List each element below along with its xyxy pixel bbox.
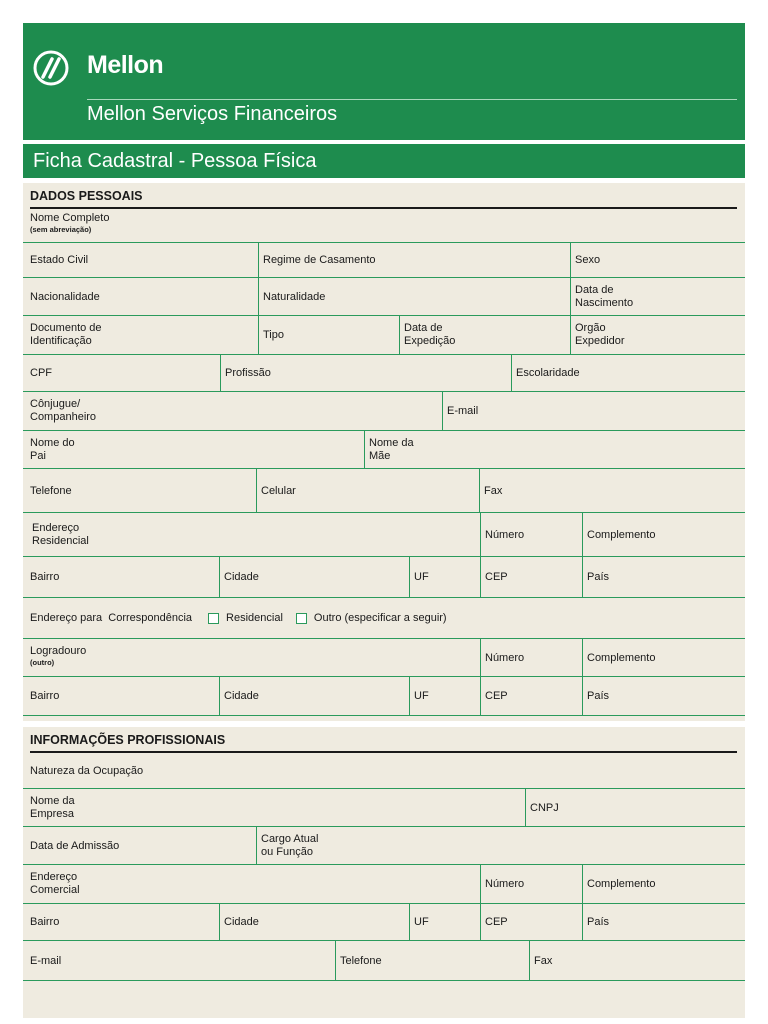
label-home-country: País [587, 571, 610, 583]
label-home-address: Endereço Residencial [32, 521, 89, 547]
field-work-country[interactable] [582, 904, 745, 940]
field-nationality[interactable] [23, 278, 258, 315]
header-divider [87, 99, 737, 100]
label-work-zip: CEP [485, 916, 508, 928]
label-birthplace: Naturalidade [263, 290, 326, 303]
row-phones [23, 469, 745, 513]
checkbox-residential[interactable] [208, 613, 219, 624]
label-father-name: Nome do Pai [30, 436, 75, 462]
field-home-state[interactable] [409, 557, 480, 597]
field-id-document[interactable] [23, 316, 258, 354]
header-banner [23, 23, 745, 140]
row-other-address [23, 639, 745, 677]
field-work-address[interactable] [23, 865, 480, 903]
label-profession: Profissão [225, 367, 271, 379]
checkbox-other[interactable] [296, 613, 307, 624]
field-father-name[interactable] [23, 431, 364, 468]
row-company [23, 789, 745, 827]
row-spouse [23, 392, 745, 431]
row-work-address [23, 865, 745, 904]
field-cpf[interactable] [23, 355, 220, 391]
label-work-country: País [587, 916, 610, 928]
label-issue-date: Data de Expedição [404, 322, 456, 347]
label-cpf: CPF [30, 367, 52, 379]
field-admission-date[interactable] [23, 827, 256, 864]
field-home-zip[interactable] [480, 557, 582, 597]
row-mailing-address [23, 598, 745, 639]
label-other-number: Número [485, 651, 525, 664]
label-home-complement: Complemento [587, 528, 656, 541]
row-document [23, 316, 745, 355]
label-work-fax: Fax [534, 954, 553, 967]
section-title-professional: INFORMAÇÕES PROFISSIONAIS [30, 733, 737, 753]
field-street[interactable] [23, 639, 480, 676]
field-position[interactable] [256, 827, 745, 864]
field-company-name[interactable] [23, 789, 525, 826]
field-other-state[interactable] [409, 677, 480, 715]
label-doc-type: Tipo [263, 329, 284, 341]
field-home-complement[interactable] [582, 513, 745, 556]
label-street-note: (outro) [30, 658, 55, 667]
section-title-personal: DADOS PESSOAIS [30, 189, 737, 209]
label-sex: Sexo [575, 254, 601, 266]
field-work-district[interactable] [23, 904, 219, 940]
label-work-city: Cidade [224, 916, 259, 928]
field-other-district[interactable] [23, 677, 219, 715]
label-mailing-address: Endereço para Correspondência [30, 612, 193, 624]
label-other-country: País [587, 690, 610, 702]
label-work-email: E-mail [30, 954, 62, 967]
field-phone[interactable] [23, 469, 256, 512]
label-home-state: UF [414, 571, 429, 583]
label-full-name: Nome Completo [30, 212, 110, 224]
row-nationality [23, 278, 745, 316]
label-email: E-mail [447, 405, 479, 417]
label-work-district: Bairro [30, 916, 60, 928]
row-occupation [23, 753, 745, 789]
field-issue-date[interactable] [399, 316, 570, 354]
mailing-address-choice [23, 598, 745, 638]
field-other-zip[interactable] [480, 677, 582, 715]
label-work-number: Número [485, 878, 525, 890]
label-other-city: Cidade [224, 690, 259, 702]
field-marital-status[interactable] [23, 243, 258, 277]
label-position: Cargo Atual ou Função [261, 832, 319, 858]
field-email[interactable] [442, 392, 745, 430]
label-work-phone: Telefone [340, 954, 382, 967]
label-home-number: Número [485, 528, 525, 541]
field-mobile[interactable] [256, 469, 479, 512]
brand-subtitle: Mellon Serviços Financeiros [87, 103, 338, 125]
label-other-state: UF [414, 690, 429, 702]
field-work-phone[interactable] [335, 941, 529, 980]
field-work-fax[interactable] [529, 941, 745, 980]
field-birth-date[interactable] [570, 278, 745, 315]
field-other-country[interactable] [582, 677, 745, 715]
field-sex[interactable] [570, 243, 745, 277]
field-mother-name[interactable] [364, 431, 745, 468]
field-cnpj[interactable] [525, 789, 745, 826]
label-mother-name: Nome da Mãe [369, 436, 414, 462]
field-work-city[interactable] [219, 904, 409, 940]
label-mobile: Celular [261, 484, 296, 497]
label-cnpj: CNPJ [530, 801, 559, 814]
label-other-district: Bairro [30, 690, 60, 702]
label-fax: Fax [484, 484, 503, 497]
field-work-complement[interactable] [582, 865, 745, 903]
label-spouse: Cônjugue/ Companheiro [30, 398, 97, 423]
field-work-number[interactable] [480, 865, 582, 903]
row-cpf [23, 355, 745, 392]
label-work-address: Endereço Comercial [30, 871, 80, 896]
field-marriage-regime[interactable] [258, 243, 570, 277]
field-birthplace[interactable] [258, 278, 570, 315]
label-option-residential: Residencial [226, 612, 283, 624]
row-admission [23, 827, 745, 865]
field-full-name[interactable] [23, 208, 745, 242]
label-issuer: Orgão Expedidor [575, 322, 625, 347]
mellon-logo-icon [33, 50, 69, 86]
field-other-complement[interactable] [582, 639, 745, 676]
label-admission-date: Data de Admissão [30, 839, 120, 852]
personal-data-panel [23, 183, 745, 721]
field-education[interactable] [511, 355, 745, 391]
row-full-name [23, 208, 745, 243]
label-home-district: Bairro [30, 571, 60, 583]
field-other-number[interactable] [480, 639, 582, 676]
label-other-complement: Complemento [587, 651, 656, 664]
label-work-complement: Complemento [587, 878, 656, 890]
field-occupation[interactable] [23, 753, 745, 788]
label-other-zip: CEP [485, 690, 508, 702]
field-profession[interactable] [220, 355, 511, 391]
row-parents [23, 431, 745, 469]
row-home-city [23, 557, 745, 598]
row-civil-status [23, 243, 745, 278]
label-street: Logradouro [30, 645, 87, 657]
field-fax[interactable] [479, 469, 745, 512]
row-work-city [23, 904, 745, 941]
label-marriage-regime: Regime de Casamento [263, 254, 376, 266]
field-other-city[interactable] [219, 677, 409, 715]
field-home-city[interactable] [219, 557, 409, 597]
field-work-email[interactable] [23, 941, 335, 980]
label-full-name-note: (sem abreviação) [30, 225, 92, 234]
brand-name: Mellon [87, 51, 164, 79]
label-marital-status: Estado Civil [30, 254, 89, 266]
label-home-zip: CEP [485, 571, 508, 583]
field-work-state[interactable] [409, 904, 480, 940]
label-phone: Telefone [30, 484, 72, 497]
label-education: Escolaridade [516, 367, 580, 379]
field-home-address[interactable] [23, 513, 480, 556]
row-home-address [23, 513, 745, 557]
label-work-state: UF [414, 916, 429, 928]
row-other-city [23, 677, 745, 716]
label-nationality: Nacionalidade [30, 290, 100, 303]
field-home-number[interactable] [480, 513, 582, 556]
label-option-other: Outro (especificar a seguir) [313, 612, 447, 624]
label-occupation: Natureza da Ocupação [30, 764, 144, 777]
label-company-name: Nome da Empresa [30, 794, 75, 820]
field-issuer[interactable] [570, 316, 745, 354]
field-home-district[interactable] [23, 557, 219, 597]
field-home-country[interactable] [582, 557, 745, 597]
label-home-city: Cidade [224, 571, 259, 583]
field-doc-type[interactable] [258, 316, 399, 354]
field-work-zip[interactable] [480, 904, 582, 940]
row-work-contact [23, 941, 745, 981]
field-spouse[interactable] [23, 392, 442, 430]
label-birth-date: Data de Nascimento [575, 283, 634, 309]
form-title: Ficha Cadastral - Pessoa Física [23, 144, 745, 178]
label-id-document: Documento de Identificação [30, 322, 102, 347]
professional-info-panel [23, 727, 745, 1018]
